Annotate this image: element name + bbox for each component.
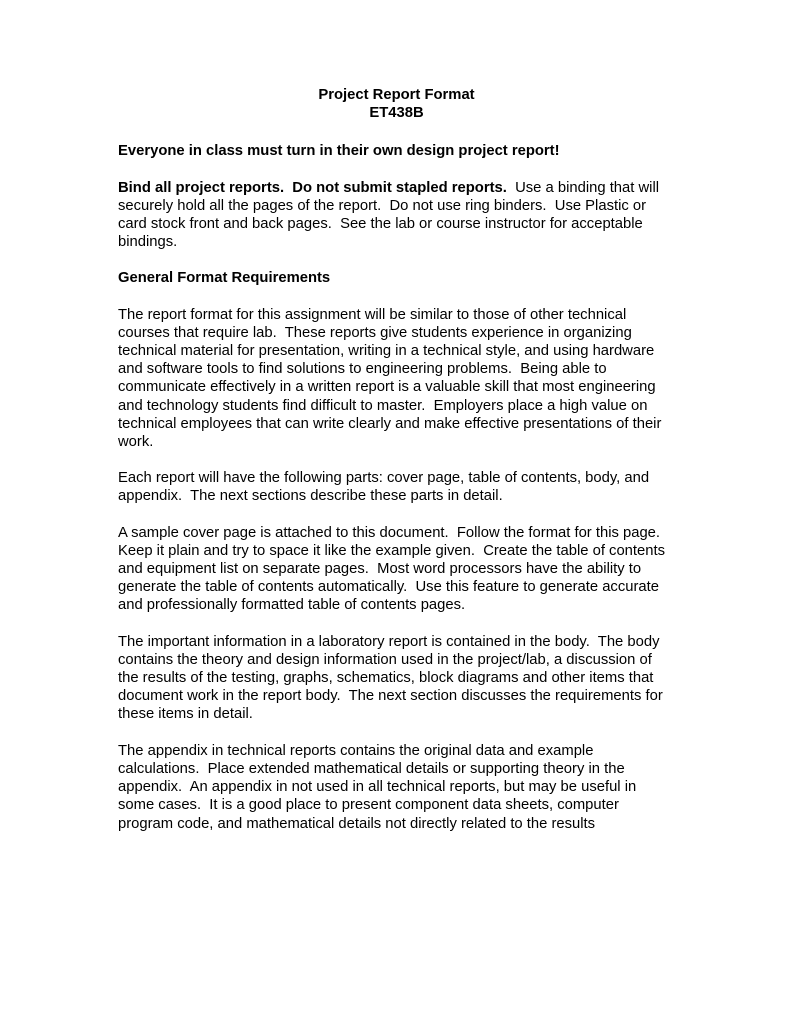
doc-title: Project Report Format: [318, 87, 475, 103]
doc-subtitle: ET438B: [369, 105, 424, 122]
binding-paragraph-rest: Use a binding that will securely hold all the pages of the report. Do not use ring binders. Use Plastic or card stock front and back pages. See the lab or course instructor for acceptable bindings.: [118, 179, 664, 251]
body-paragraph: Each report will have the following parts: cover page, table of contents, body, and appendix. The next sections describe these parts in detail.: [118, 470, 654, 505]
body-paragraph: The appendix in technical reports contains the original data and example calculations. Place extended mathematical details or supporting theory in the appendix. An appendix in not used in all technical reports, but may be useful in some cases. It is a good place to present component data sheets, computer program code, and mathematical details not directly related to the results: [118, 742, 641, 832]
section-heading: General Format Requirements: [118, 270, 331, 287]
binding-paragraph-bold: Bind all project reports. Do not submit stapled reports.: [118, 179, 507, 196]
body-paragraph: The report format for this assignment will be similar to those of other technical courses that require lab. These reports give students experience in organizing technical material for presentation, writing in a technical style, and using hardware and software tools to find solutions to engineering problems. Being able to communicate effectively in a written report is a valuable skill that most engineering and technology students find difficult to master. Employers place a high value on technical employees that can write clearly and make effective presentations of their work.: [118, 306, 666, 451]
notice-line: Everyone in class must turn in their own design project report!: [118, 143, 560, 160]
binding-paragraph: [118, 179, 675, 252]
body-paragraph: A sample cover page is attached to this document. Follow the format for this page. Keep it plain and try to space it like the example given. Create the table of contents and equipment list on separate pages. Most word processors have the ability to generate the table of contents automatically. Use this feature to generate accurate and professionally formatted table of contents pages.: [118, 524, 670, 614]
body-paragraph: The important information in a laboratory report is contained in the body. The body contains the theory and design information used in the project/lab, a discussion of the results of the testing, graphs, schematics, block diagrams and other items that document work in the report body. The next section discusses the requirements for these items in detail.: [118, 633, 667, 723]
document-title-block: [118, 86, 675, 122]
